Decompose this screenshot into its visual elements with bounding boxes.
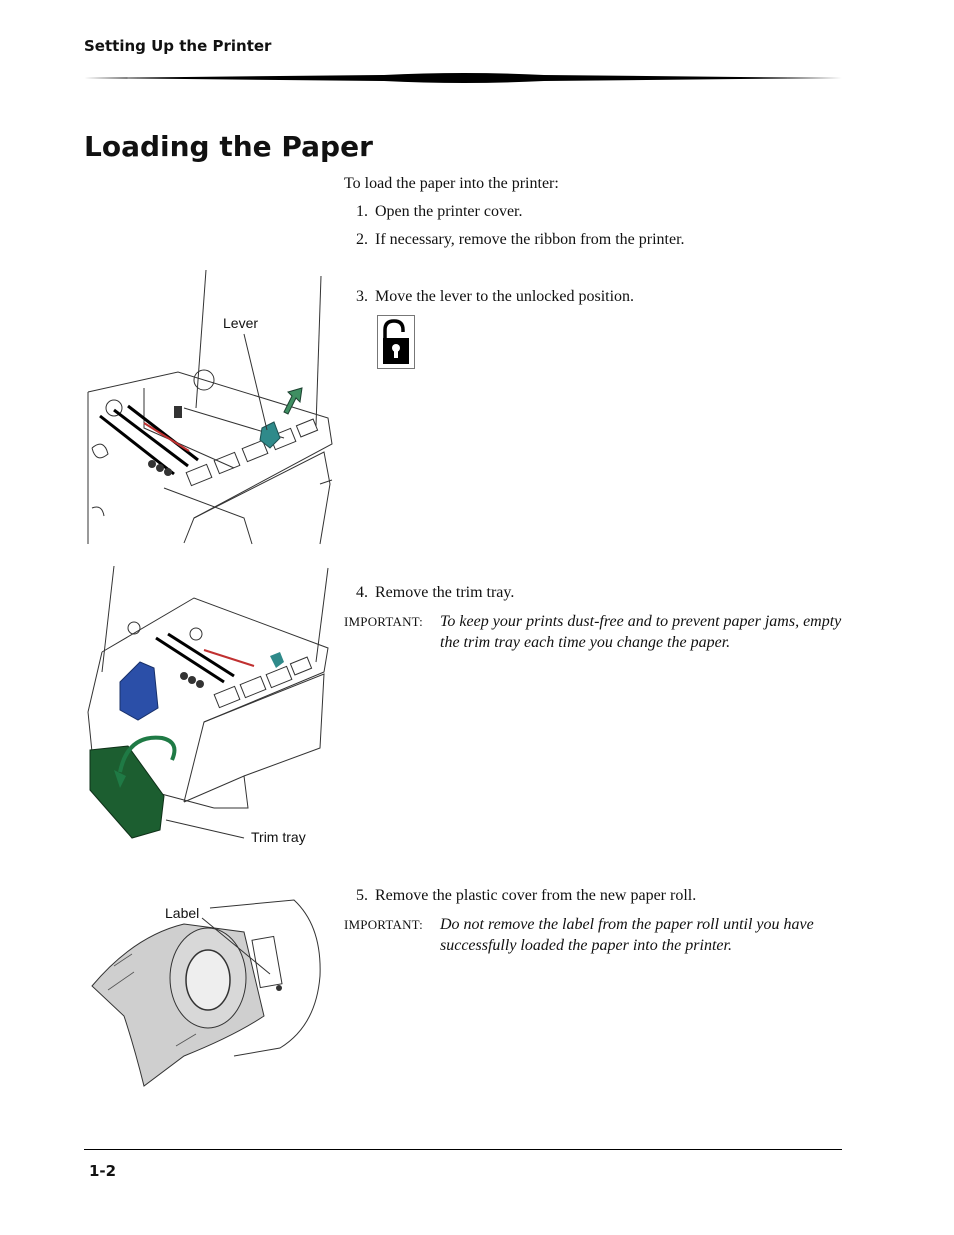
important-label: IMPORTANT:	[344, 917, 423, 932]
header-rule	[84, 70, 842, 86]
label-callout: Label	[165, 905, 200, 921]
important-label: IMPORTANT:	[344, 614, 423, 629]
step-4	[356, 584, 514, 602]
footer-rule	[84, 1149, 842, 1150]
step-5	[356, 887, 696, 905]
unlock-icon	[378, 316, 414, 368]
direction-arrow-icon	[284, 388, 302, 414]
page-number: 1-2	[89, 1162, 117, 1180]
step-3	[356, 288, 634, 306]
page-title: Loading the Paper	[84, 130, 373, 163]
trim-tray-part	[90, 746, 164, 838]
step-text: Remove the trim tray.	[375, 584, 515, 601]
running-header: Setting Up the Printer	[84, 37, 272, 55]
lever-figure	[84, 268, 336, 548]
step-number: 2.	[356, 231, 368, 248]
intro-text: To load the paper into the printer:	[344, 175, 559, 192]
lever-label: Lever	[223, 315, 259, 331]
step-text: Remove the plastic cover from the new paper roll.	[375, 887, 697, 904]
trim-tray-figure	[84, 562, 336, 852]
important-text: To keep your prints dust-free and to prevent paper jams, empty the trim tray each time you change the paper.	[440, 613, 842, 651]
paper-roll-figure	[84, 896, 336, 1092]
bracket-part	[120, 662, 158, 720]
step-text: Open the printer cover.	[375, 203, 523, 220]
step-text: If necessary, remove the ribbon from the printer.	[375, 231, 685, 248]
step-2	[356, 231, 685, 249]
step-number: 1.	[356, 203, 368, 220]
step-1	[356, 203, 523, 221]
unlock-icon-box	[377, 315, 415, 369]
step-number: 4.	[356, 584, 368, 601]
step-number: 5.	[356, 887, 368, 904]
important-text: Do not remove the label from the paper roll until you have successfully loaded the paper into the printer.	[440, 916, 814, 954]
step-text: Move the lever to the unlocked position.	[375, 288, 635, 305]
lever-marker	[260, 422, 280, 448]
trim-tray-label: Trim tray	[251, 829, 306, 845]
step-number: 3.	[356, 288, 368, 305]
